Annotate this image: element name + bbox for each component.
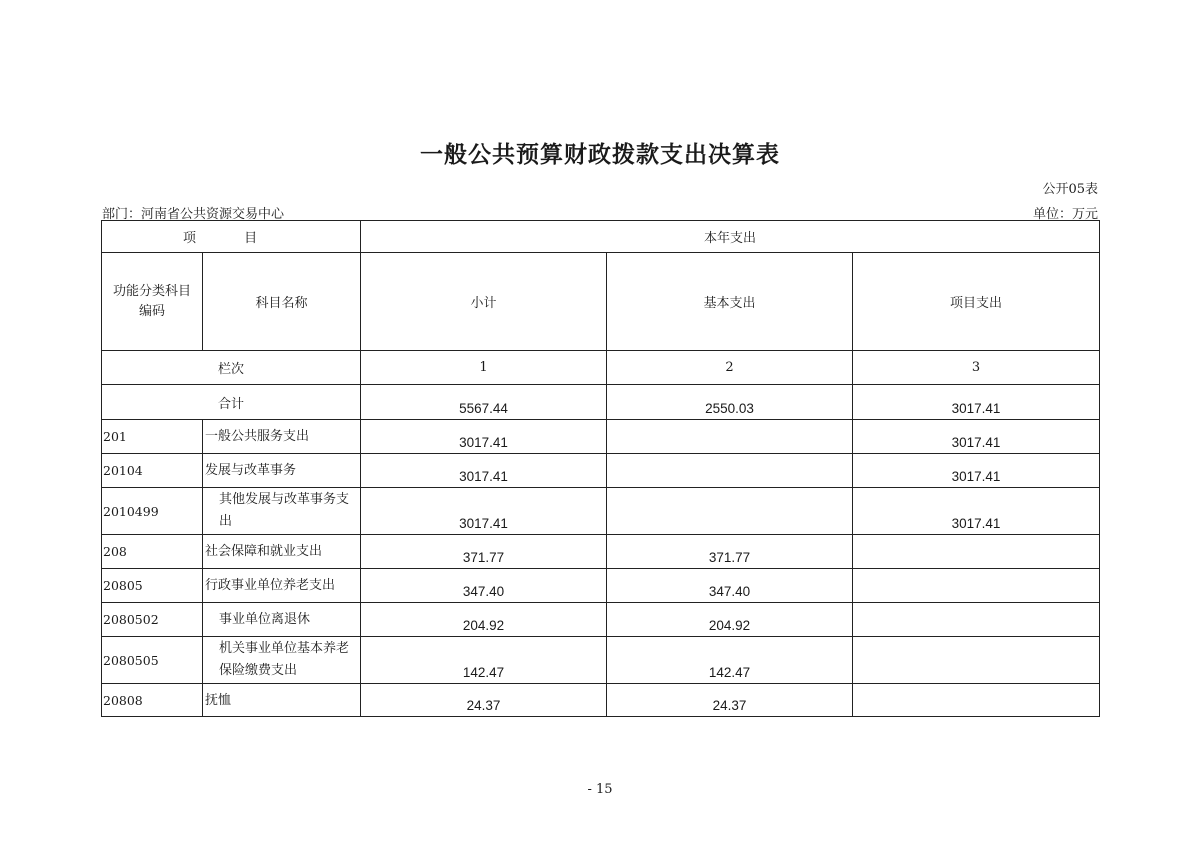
- row-subtotal: 371.77: [361, 535, 607, 569]
- row-code: 20808: [102, 684, 203, 717]
- row-basic: 371.77: [607, 535, 853, 569]
- row-subtotal: 3017.41: [361, 454, 607, 488]
- row-subtotal: 3017.41: [361, 420, 607, 454]
- header-item: 项 目: [102, 221, 361, 253]
- table-row: [102, 603, 1100, 637]
- row-basic: 24.37: [607, 684, 853, 717]
- row-name: 行政事业单位养老支出: [203, 569, 361, 603]
- row-basic: 142.47: [607, 637, 853, 684]
- row-code: 20805: [102, 569, 203, 603]
- row-project: 3017.41: [853, 488, 1100, 535]
- row-code: 2080505: [102, 637, 203, 684]
- row-project: [853, 535, 1100, 569]
- table-row: [102, 569, 1100, 603]
- row-code: 201: [102, 420, 203, 454]
- row-subtotal: 347.40: [361, 569, 607, 603]
- form-number: 公开05表: [1042, 182, 1098, 197]
- table-row: [102, 684, 1100, 717]
- row-name: 事业单位离退休: [203, 603, 361, 637]
- row-project: [853, 603, 1100, 637]
- total-label: 合计: [102, 385, 361, 420]
- header-subject-name: 科目名称: [203, 253, 361, 351]
- header-current-year: 本年支出: [361, 221, 1100, 253]
- row-project: 3017.41: [853, 454, 1100, 488]
- expenditure-table: [101, 220, 1100, 717]
- header-project: 项目支出: [853, 253, 1100, 351]
- row-name: 抚恤: [203, 684, 361, 717]
- column-order-3: 3: [853, 351, 1100, 385]
- page-number: - 15: [587, 782, 613, 797]
- row-name: 机关事业单位基本养老保险缴费支出: [203, 637, 361, 684]
- total-row: [102, 385, 1100, 420]
- row-basic: 347.40: [607, 569, 853, 603]
- row-name: 其他发展与改革事务支出: [203, 488, 361, 535]
- row-subtotal: 204.92: [361, 603, 607, 637]
- row-project: [853, 684, 1100, 717]
- total-basic: 2550.03: [607, 385, 853, 420]
- row-code: 2080502: [102, 603, 203, 637]
- column-order-1: 1: [361, 351, 607, 385]
- column-order-row: [102, 351, 1100, 385]
- total-subtotal: 5567.44: [361, 385, 607, 420]
- row-project: 3017.41: [853, 420, 1100, 454]
- table-row: [102, 488, 1100, 535]
- header-func-code: 功能分类科目编码: [102, 253, 203, 351]
- page-title: 一般公共预算财政拨款支出决算表: [420, 141, 780, 168]
- header-subtotal: 小计: [361, 253, 607, 351]
- unit-label: 单位：万元: [1032, 207, 1098, 222]
- table-row: [102, 454, 1100, 488]
- row-subtotal: 24.37: [361, 684, 607, 717]
- row-code: 208: [102, 535, 203, 569]
- table-row: [102, 420, 1100, 454]
- header-basic: 基本支出: [607, 253, 853, 351]
- header-row-top: [102, 221, 1100, 253]
- table-row: [102, 637, 1100, 684]
- table-row: [102, 535, 1100, 569]
- row-name: 社会保障和就业支出: [203, 535, 361, 569]
- row-name: 一般公共服务支出: [203, 420, 361, 454]
- column-order-2: 2: [607, 351, 853, 385]
- row-project: [853, 637, 1100, 684]
- row-code: 2010499: [102, 488, 203, 535]
- header-row-columns: [102, 253, 1100, 351]
- row-project: [853, 569, 1100, 603]
- row-subtotal: 142.47: [361, 637, 607, 684]
- total-project: 3017.41: [853, 385, 1100, 420]
- column-order-label: 栏次: [102, 351, 361, 385]
- department-label: 部门：河南省公共资源交易中心: [102, 207, 285, 222]
- row-basic: [607, 488, 853, 535]
- row-basic: [607, 454, 853, 488]
- row-basic: 204.92: [607, 603, 853, 637]
- row-basic: [607, 420, 853, 454]
- row-name: 发展与改革事务: [203, 454, 361, 488]
- row-subtotal: 3017.41: [361, 488, 607, 535]
- row-code: 20104: [102, 454, 203, 488]
